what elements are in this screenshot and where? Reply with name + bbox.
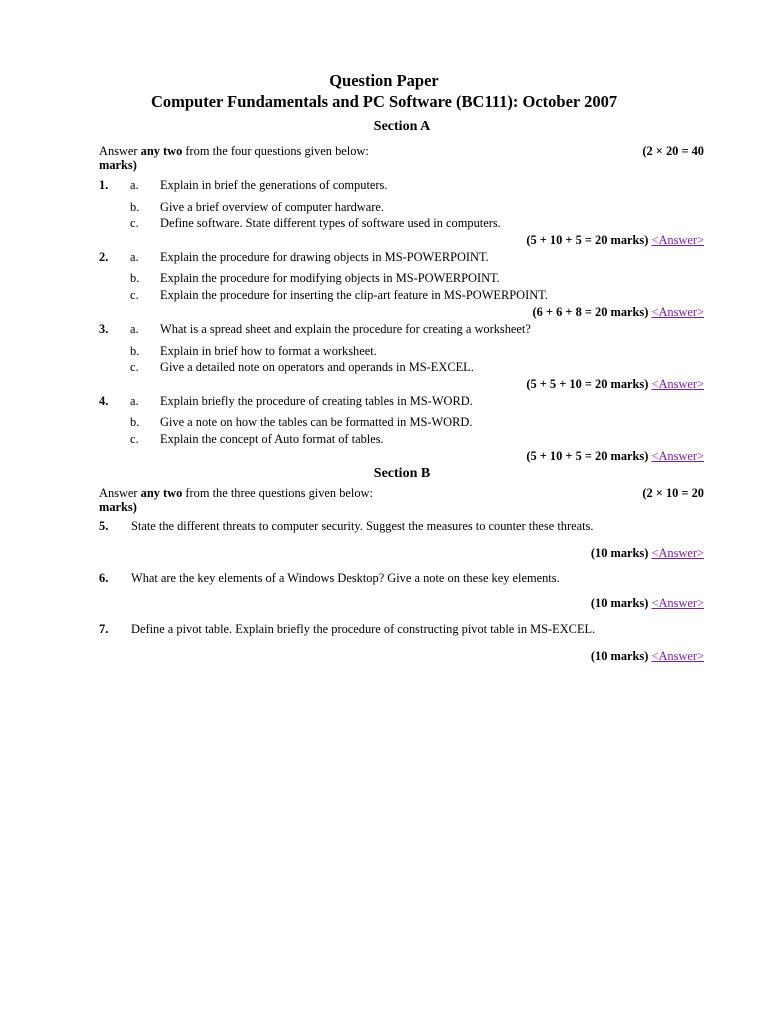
- question-marks: [526, 377, 704, 392]
- part-letter: b.: [130, 200, 140, 214]
- question-part-text: What is a spread sheet and explain the procedure for creating a worksheet?: [160, 322, 531, 336]
- page-title: Question Paper: [329, 71, 439, 90]
- question-text: Define a pivot table. Explain briefly the procedure of constructing pivot table in MS-EXCEL.: [131, 622, 596, 636]
- question-number: 7.: [99, 622, 109, 636]
- part-letter: b.: [130, 344, 140, 358]
- section-a-instruction: [99, 144, 369, 159]
- part-letter: b.: [130, 271, 140, 285]
- question-part-text: Give a note on how the tables can be formatted in MS-WORD.: [160, 415, 473, 429]
- page-subtitle: Computer Fundamentals and PC Software (BC111): October 2007: [150, 92, 618, 111]
- question-part-text: Explain the procedure for modifying objects in MS-POWERPOINT.: [160, 271, 500, 285]
- answer-link[interactable]: <Answer>: [651, 596, 704, 610]
- part-letter: c.: [130, 360, 139, 374]
- question-part-text: Give a brief overview of computer hardware.: [160, 200, 384, 214]
- instruction-bold-text: any two: [140, 144, 183, 158]
- question-marks: [526, 233, 704, 248]
- section-b-instruction: [99, 486, 373, 501]
- question-number: 2.: [99, 250, 109, 264]
- question-marks: [526, 449, 704, 464]
- question-number: 5.: [99, 519, 109, 533]
- question-part-text: Explain the procedure for inserting the clip-art feature in MS-POWERPOINT.: [160, 288, 548, 302]
- part-letter: a.: [130, 322, 139, 336]
- question-part-text: Explain briefly the procedure of creating tables in MS-WORD.: [160, 394, 473, 408]
- question-part-text: Define software. State different types of software used in computers.: [160, 216, 501, 230]
- question-number: 6.: [99, 571, 109, 585]
- marks-text: (10 marks): [590, 546, 649, 560]
- question-text: State the different threats to computer security. Suggest the measures to counter these threats.: [131, 519, 594, 533]
- question-number: 3.: [99, 322, 109, 336]
- question-part-text: Explain in brief the generations of computers.: [160, 178, 388, 192]
- instruction-text: Answer: [99, 486, 141, 500]
- answer-link[interactable]: <Answer>: [651, 546, 704, 560]
- part-letter: c.: [130, 288, 139, 302]
- marks-text: (5 + 10 + 5 = 20 marks): [526, 233, 649, 247]
- instruction-text: from the four questions given below:: [182, 144, 369, 158]
- instruction-text: Answer: [99, 144, 141, 158]
- question-marks: [533, 305, 704, 320]
- question-text: What are the key elements of a Windows Desktop? Give a note on these key elements.: [131, 571, 560, 585]
- part-letter: b.: [130, 415, 140, 429]
- part-letter: a.: [130, 178, 139, 192]
- answer-link[interactable]: <Answer>: [651, 305, 704, 319]
- section-b-total-marks-tail: marks): [99, 500, 137, 514]
- section-a-heading: Section A: [373, 119, 431, 134]
- question-marks: [591, 649, 704, 664]
- marks-text: (5 + 10 + 5 = 20 marks): [526, 449, 649, 463]
- question-number: 1.: [99, 178, 109, 192]
- marks-text: (10 marks): [590, 596, 649, 610]
- question-part-text: Explain the procedure for drawing objects in MS-POWERPOINT.: [160, 250, 489, 264]
- question-part-text: Explain in brief how to format a worksheet.: [160, 344, 377, 358]
- section-b-heading: Section B: [373, 466, 431, 481]
- question-marks: [591, 596, 704, 611]
- section-a-total-marks: (2 × 20 = 40: [642, 144, 704, 158]
- marks-text: (6 + 6 + 8 = 20 marks): [532, 305, 649, 319]
- section-a-total-marks-tail: marks): [99, 158, 137, 172]
- instruction-text: from the three questions given below:: [182, 486, 373, 500]
- question-part-text: Give a detailed note on operators and operands in MS-EXCEL.: [160, 360, 474, 374]
- part-letter: a.: [130, 250, 139, 264]
- instruction-bold-text: any two: [140, 486, 183, 500]
- marks-text: (10 marks): [590, 649, 649, 663]
- question-marks: [591, 546, 704, 561]
- answer-link[interactable]: <Answer>: [651, 377, 704, 391]
- part-letter: c.: [130, 432, 139, 446]
- section-b-total-marks: (2 × 10 = 20: [642, 486, 704, 500]
- marks-text: (5 + 5 + 10 = 20 marks): [526, 377, 649, 391]
- answer-link[interactable]: <Answer>: [651, 449, 704, 463]
- question-number: 4.: [99, 394, 109, 408]
- answer-link[interactable]: <Answer>: [651, 233, 704, 247]
- question-part-text: Explain the concept of Auto format of tables.: [160, 432, 384, 446]
- answer-link[interactable]: <Answer>: [651, 649, 704, 663]
- part-letter: c.: [130, 216, 139, 230]
- part-letter: a.: [130, 394, 139, 408]
